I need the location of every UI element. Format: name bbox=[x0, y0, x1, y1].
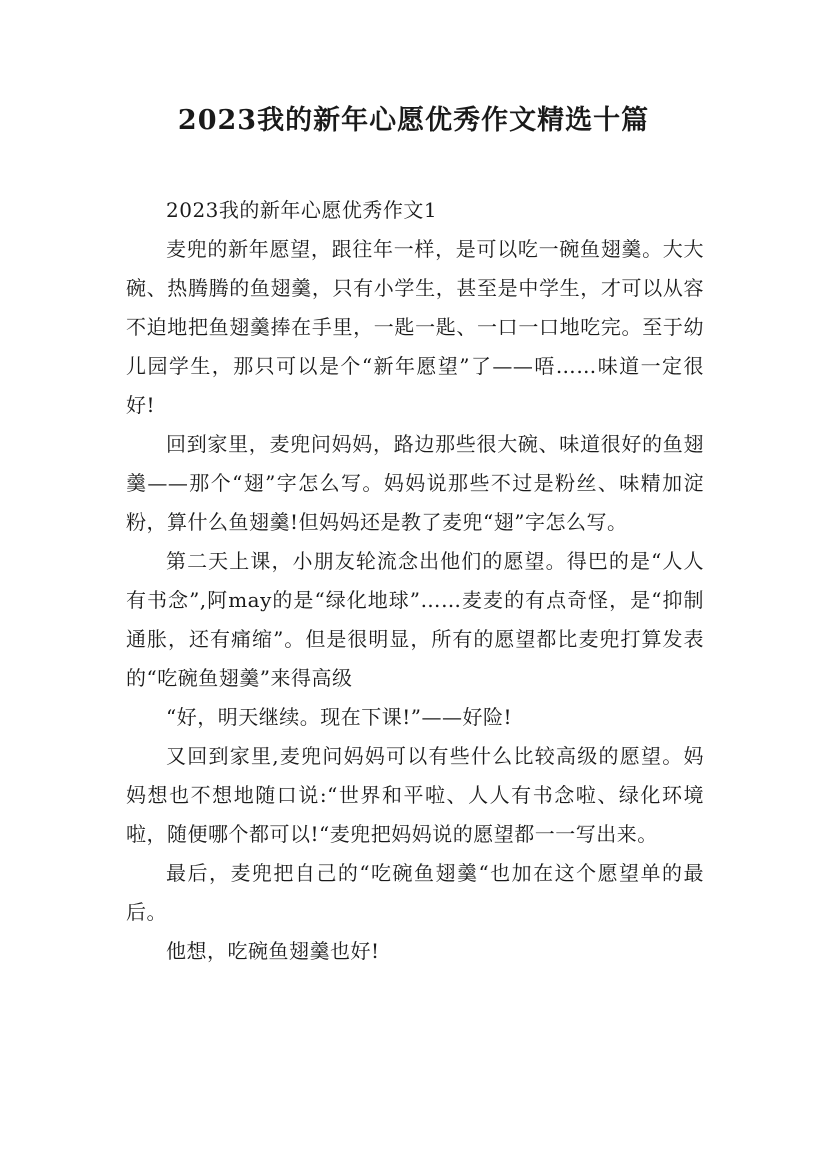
paragraph: “好，明天继续。现在下课!”——好险! bbox=[166, 705, 513, 729]
paragraph: 第二天上课，小朋友轮流念出他们的愿望。得巴的是“人人有书念”,阿may的是“绿化地球”……麦麦的有点奇怪，是“抑制通胀，还有痛缩”。但是很明显，所有的愿望都比麦兜打算发表的“吃碗鱼翅羹”来得高级 bbox=[126, 549, 704, 690]
document-title: 2023我的新年心愿优秀作文精选十篇 bbox=[177, 105, 650, 136]
paragraph: 麦兜的新年愿望，跟往年一样，是可以吃一碗鱼翅羹。大大碗、热腾腾的鱼翅羹，只有小学生，甚至是中学生，才可以从容不迫地把鱼翅羹捧在手里，一匙一匙、一口一口地吃完。至于幼儿园学生，那只可以是个“新年愿望”了——唔……味道一定很好! bbox=[126, 237, 704, 417]
paragraph: 他想，吃碗鱼翅羹也好! bbox=[166, 939, 380, 963]
paragraph-subtitle: 2023我的新年心愿优秀作文1 bbox=[166, 198, 438, 222]
paragraph: 回到家里，麦兜问妈妈，路边那些很大碗、味道很好的鱼翅羹——那个“翅”字怎么写。妈妈说那些不过是粉丝、味精加淀粉，算什么鱼翅羹!但妈妈还是教了麦兜“翅”字怎么写。 bbox=[126, 432, 704, 534]
paragraph: 最后，麦兜把自己的“吃碗鱼翅羹“也加在这个愿望单的最后。 bbox=[126, 861, 704, 924]
paragraph: 又回到家里,麦兜问妈妈可以有些什么比较高级的愿望。妈妈想也不想地随口说:“世界和平啦、人人有书念啦、绿化环境啦，随便哪个都可以!“麦兜把妈妈说的愿望都一一写出来。 bbox=[126, 744, 704, 846]
document-body bbox=[126, 191, 704, 971]
